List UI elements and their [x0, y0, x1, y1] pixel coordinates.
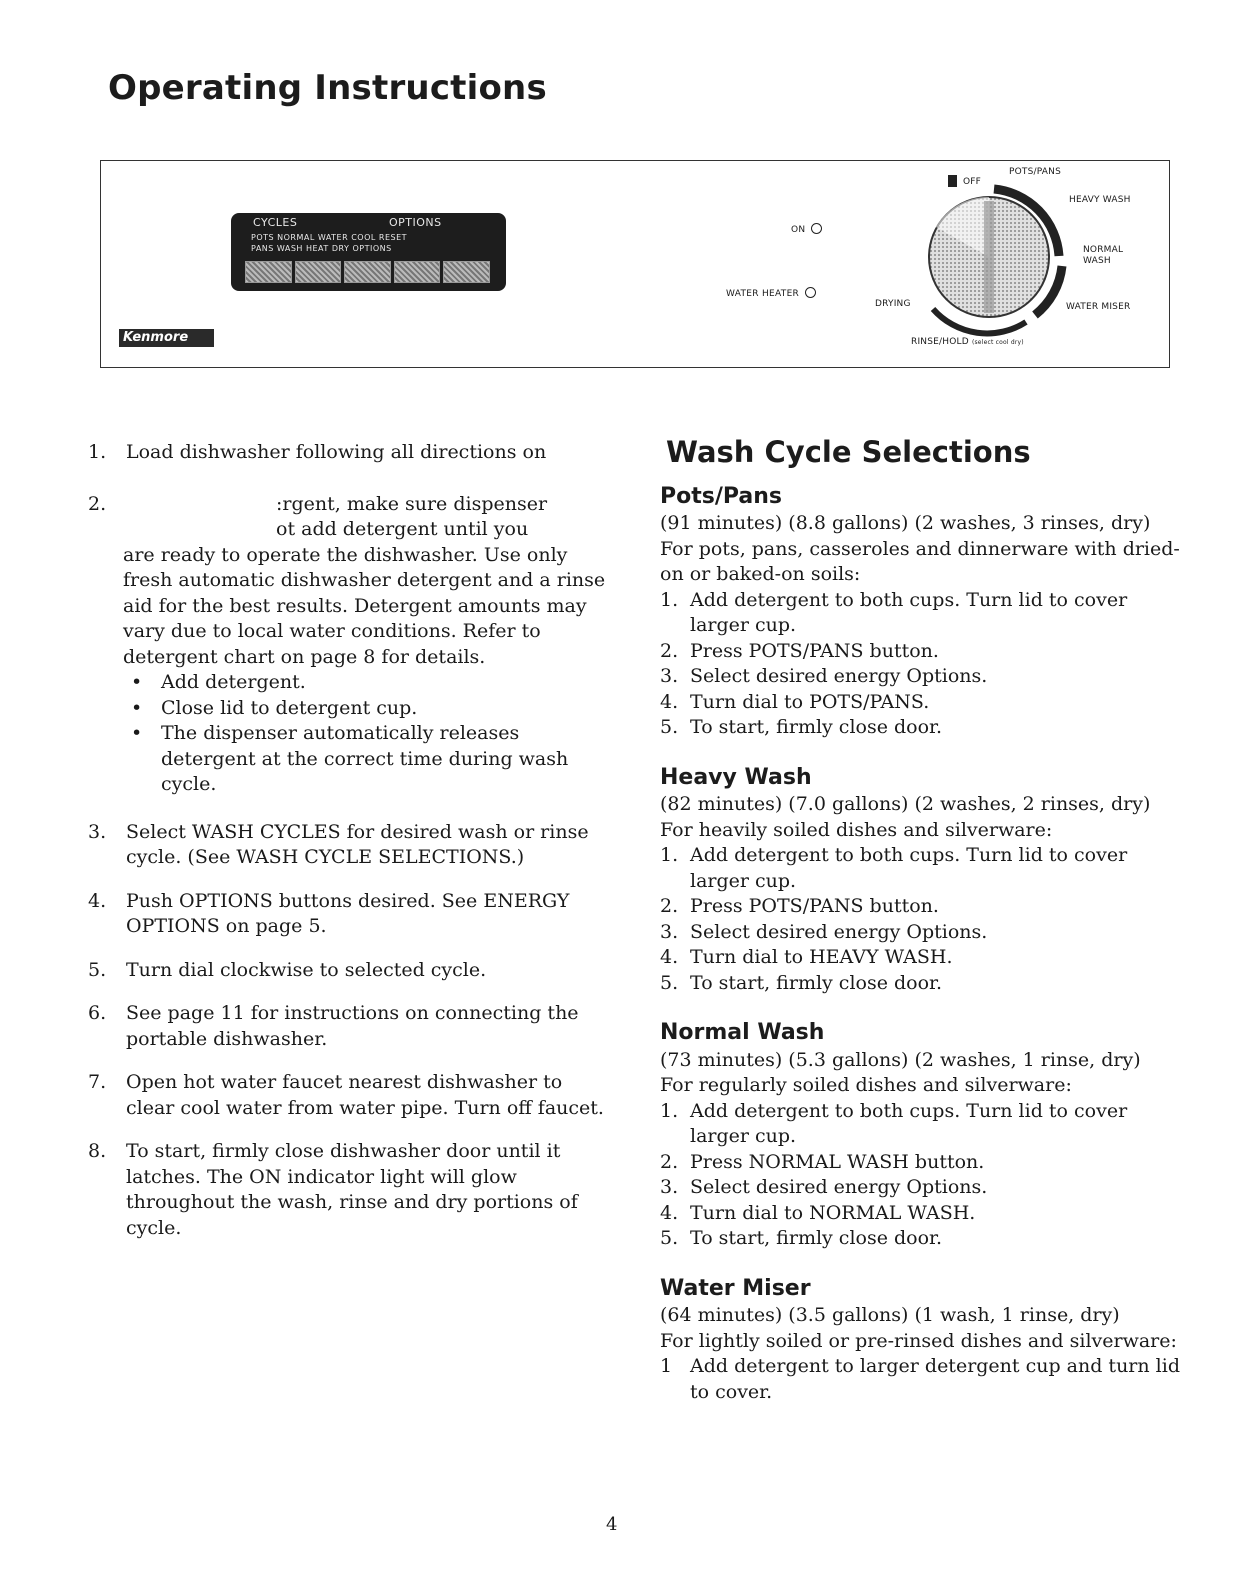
step-1: 1. Load dishwasher following all directions on	[88, 441, 547, 463]
cycle-step: 2. Press POTS/PANS button.	[660, 639, 939, 662]
detergent-bullets	[126, 670, 608, 798]
cycle-step: 3. Select desired energy Options.	[660, 665, 988, 687]
cycle-name: Normal Wash	[660, 1020, 825, 1045]
step-6: 6. See page 11 for instructions on connecting the portable dishwasher.	[88, 1002, 579, 1050]
cycle-specs: (73 minutes) (5.3 gallons) (2 washes, 1 rinse, dry)	[660, 1048, 1141, 1071]
step-2: 2. :rgent, make sure dispenser ot add detergent until you are ready to operate the dishwasher. Use only fresh automatic dishwasher detergent and a rinse aid for the best results. Detergent amounts may vary due to local water conditions. Refer to detergent chart on page 8 for details. • Add detergent. • Close lid to detergent cup. • The dispenser automatically releases detergent at the correct time during wash cycle.	[88, 492, 608, 798]
step-5: 5. Turn dial clockwise to selected cycle.	[88, 958, 487, 981]
cycle-step: 1. Add detergent to both cups. Turn lid to cover larger cup.	[660, 588, 1128, 636]
cycle-description: For pots, pans, casseroles and dinnerware with dried-on or baked-on soils:	[660, 537, 1180, 585]
cycle-steps	[660, 1099, 1190, 1252]
wash-cycles-title: Wash Cycle Selections	[666, 435, 1031, 469]
cycle-description: For regularly soiled dishes and silverware:	[660, 1074, 1072, 1096]
cycle-name: Heavy Wash	[660, 764, 812, 790]
dial-label-rinse-hold-note: (select cool dry)	[971, 339, 1024, 346]
cycle-step: 3. Select desired energy Options.	[660, 1176, 988, 1198]
cycle-step: 1 Add detergent to larger detergent cup and turn lid to cover.	[660, 1355, 1180, 1403]
cycle-pots-pans	[660, 484, 1190, 741]
dial-label-wash: WASH	[1083, 256, 1111, 266]
cycle-step: 2. Press NORMAL WASH button.	[660, 1150, 985, 1173]
options-label: OPTIONS	[389, 216, 442, 229]
step-7: 7. Open hot water faucet nearest dishwasher to clear cool water from water pipe. Turn off faucet.	[88, 1071, 604, 1119]
cycle-specs: (64 minutes) (3.5 gallons) (1 wash, 1 rinse, dry)	[660, 1304, 1120, 1326]
cycle-step: 1. Add detergent to both cups. Turn lid to cover larger cup.	[660, 1099, 1128, 1147]
cycle-steps	[660, 1354, 1190, 1405]
water-heater-label: WATER HEATER	[726, 289, 800, 299]
dial-label-pots-pans: POTS/PANS	[1009, 167, 1062, 177]
page-number: 4	[606, 1514, 618, 1535]
wash-cycles-column	[660, 435, 1190, 1429]
cycle-steps	[660, 588, 1190, 741]
dial-label-water-miser: WATER MISER	[1066, 302, 1131, 312]
control-panel-illustration	[100, 160, 1170, 368]
on-label: ON	[791, 225, 806, 235]
instructions-column	[88, 440, 608, 1241]
dial-label-off: OFF	[963, 177, 982, 187]
cycle-step: 5. To start, firmly close door.	[660, 1227, 943, 1249]
cycle-steps	[660, 843, 1190, 996]
cycles-label: CYCLES	[253, 216, 298, 229]
dial-label-rinse-hold: RINSE/HOLD (select cool dry)	[911, 337, 1024, 347]
cycle-step: 4. Turn dial to HEAVY WASH.	[660, 946, 953, 968]
cycle-description: For lightly soiled or pre-rinsed dishes and silverware:	[660, 1329, 1177, 1352]
cycle-heavy-wash	[660, 765, 1190, 997]
cycle-step: 1. Add detergent to both cups. Turn lid to cover larger cup.	[660, 844, 1128, 892]
buttons-row-1: POTS NORMAL WATER COOL RESET	[251, 233, 408, 242]
dial-pointer	[984, 201, 994, 313]
cycle-step: 2. Press POTS/PANS button.	[660, 895, 939, 917]
cycle-specs: (91 minutes) (8.8 gallons) (2 washes, 3 rinses, dry)	[660, 512, 1151, 534]
page-title: Operating Instructions	[108, 68, 547, 108]
cycle-step: 4. Turn dial to NORMAL WASH.	[660, 1201, 976, 1224]
dial-label-drying: DRYING	[875, 299, 911, 309]
step-8: 8. To start, firmly close dishwasher door until it latches. The ON indicator light will glow throughout the wash, rinse and dry portions of cycle.	[88, 1140, 578, 1239]
bullet-item: • Close lid to detergent cup.	[131, 696, 608, 722]
cycle-description: For heavily soiled dishes and silverware:	[660, 818, 1053, 841]
cycle-step: 3. Select desired energy Options.	[660, 920, 988, 943]
step-4: 4. Push OPTIONS buttons desired. See ENERGY OPTIONS on page 5.	[88, 889, 570, 937]
bullet-item: • The dispenser automatically releases detergent at the correct time during wash cycle.	[131, 721, 608, 798]
cycle-water-miser	[660, 1276, 1190, 1406]
cycle-specs: (82 minutes) (7.0 gallons) (2 washes, 2 rinses, dry)	[660, 793, 1151, 815]
cycle-name: Water Miser	[660, 1275, 811, 1301]
cycle-step: 5. To start, firmly close door.	[660, 716, 943, 738]
bullet-item: • Add detergent.	[131, 670, 608, 696]
cycle-name: Pots/Pans	[660, 483, 783, 509]
cycle-normal-wash	[660, 1020, 1190, 1252]
step-3: 3. Select WASH CYCLES for desired wash or rinse cycle. (See WASH CYCLE SELECTIONS.)	[88, 820, 589, 868]
brand-logo: Kenmore	[119, 329, 214, 347]
off-marker-icon	[948, 175, 957, 187]
dial-label-normal: NORMAL	[1083, 245, 1124, 255]
cycle-step: 4. Turn dial to POTS/PANS.	[660, 690, 930, 713]
cycle-step: 5. To start, firmly close door.	[660, 971, 943, 994]
buttons-row-2: PANS WASH HEAT DRY OPTIONS	[251, 244, 392, 253]
dial-label-heavy-wash: HEAVY WASH	[1069, 195, 1131, 205]
